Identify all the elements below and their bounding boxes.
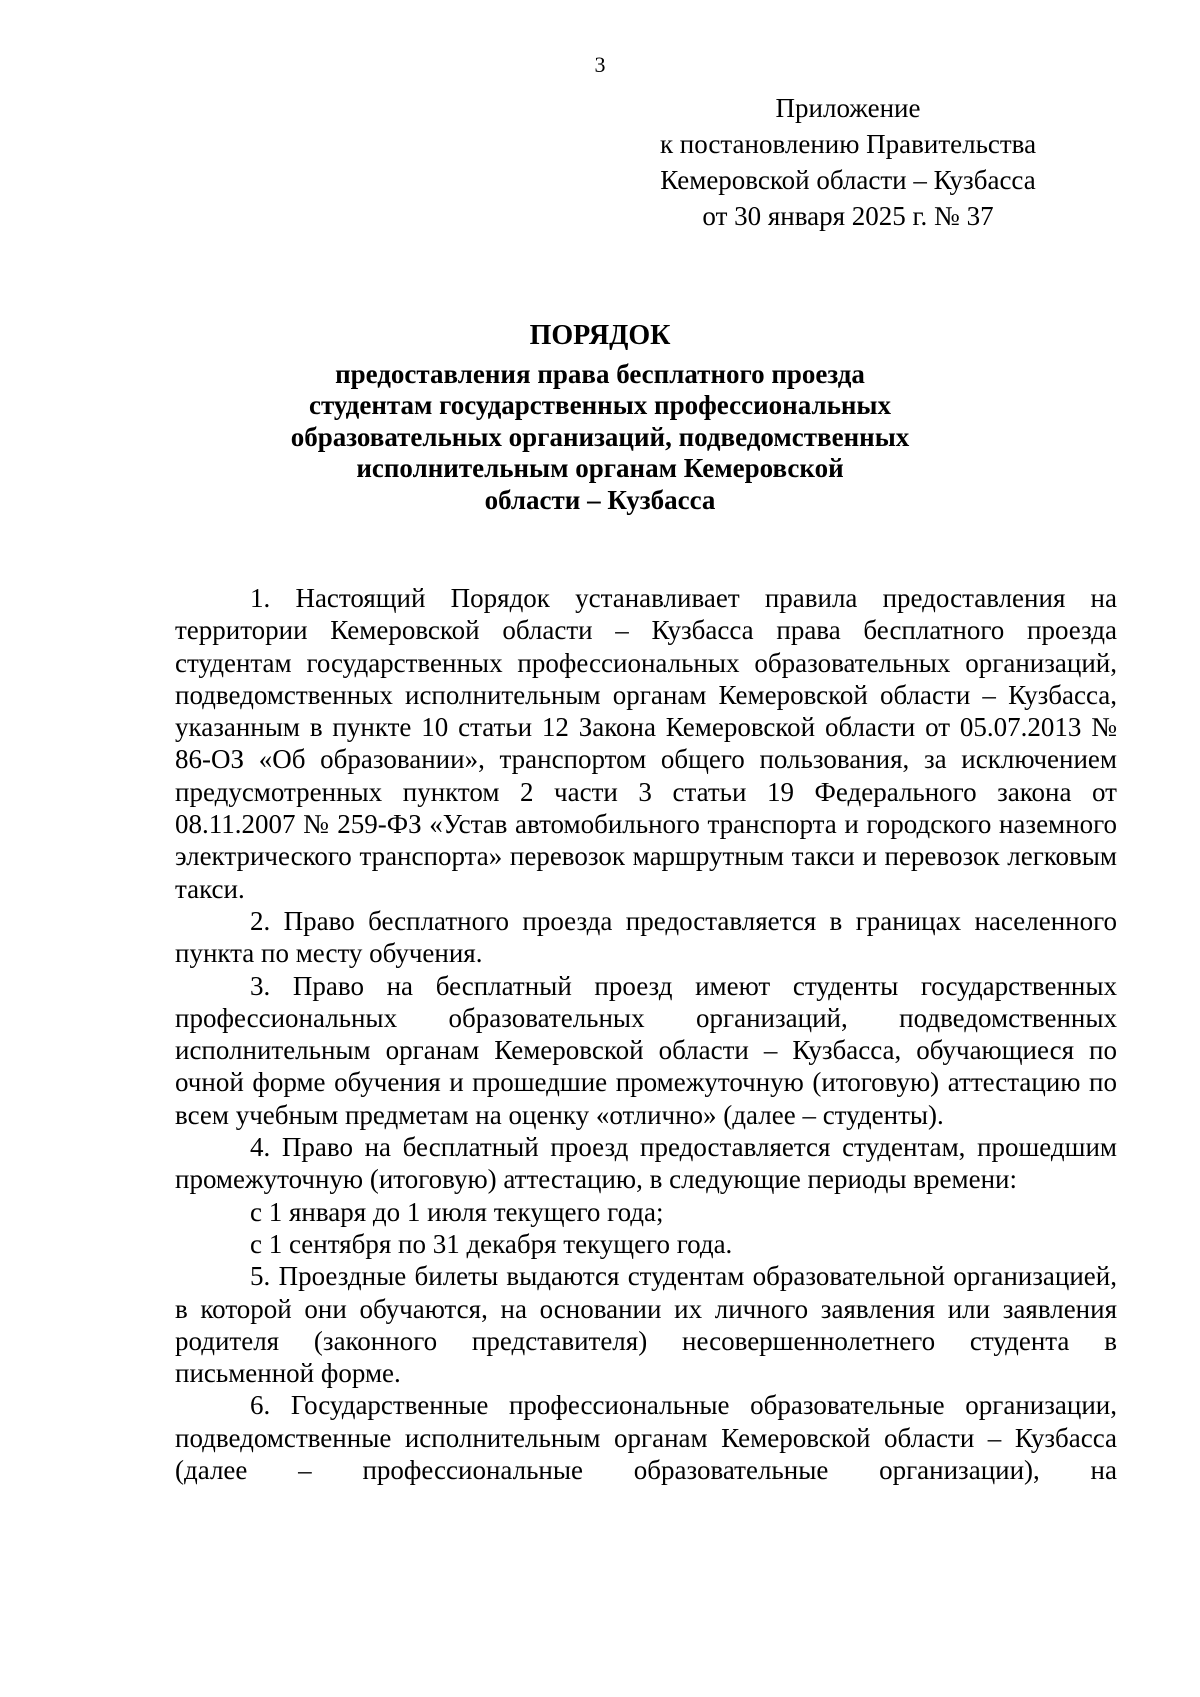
paragraph-3: 3. Право на бесплатный проезд имеют студенты государственных профессиональных образовательных организаций, подведомственных исполнительным органам Кемеровской области – Кузбасса, обучающиеся по очной форме обучения и прошедшие промежуточную (итоговую) аттестацию по всем учебным предметам на оценку «отлично» (далее – студенты).	[175, 970, 1117, 1130]
paragraph-1: 1. Настоящий Порядок устанавливает правила предоставления на территории Кемеровской области – Кузбасса права бесплатного проезда студентам государственных профессиональных образовательных организаций, подведомственных исполнительным органам Кемеровской области – Кузбасса, указанным в пункте 10 статьи 12 Закона Кемеровской области от 05.07.2013 № 86-ОЗ «Об образовании», транспортом общего пользования, за исключением предусмотренных пунктом 2 части 3 статьи 19 Федерального закона от 08.11.2007 № 259-ФЗ «Устав автомобильного транспорта и городского наземного электрического транспорта» перевозок маршрутным такси и перевозок легковым такси.	[175, 583, 1117, 904]
appendix-region: Кемеровской области – Кузбасса	[660, 165, 1036, 195]
page-number: 3	[594, 52, 606, 77]
period-item-2: с 1 сентября по 31 декабря текущего года.	[250, 1228, 733, 1259]
period-item-1: с 1 января до 1 июля текущего года;	[250, 1196, 664, 1227]
title-subline-4: исполнительным органам Кемеровской	[356, 453, 844, 483]
appendix-resolution-ref: к постановлению Правительства	[659, 129, 1037, 159]
paragraph-2: 2. Право бесплатного проезда предоставляется в границах населенного пункта по месту обучения.	[175, 905, 1117, 969]
document-title-block	[0, 320, 1200, 516]
title-subline-2: студентам государственных профессиональных	[308, 390, 892, 420]
appendix-header	[628, 90, 1068, 234]
title-subline-1: предоставления права бесплатного проезда	[335, 358, 865, 389]
document-body	[175, 582, 1117, 1486]
title-subline-3: образовательных организаций, подведомственных	[290, 421, 910, 452]
document-title: ПОРЯДОК	[529, 320, 671, 351]
paragraph-4: 4. Право на бесплатный проезд предоставляется студентам, прошедшим промежуточную (итоговую) аттестацию, в следующие периоды времени:	[175, 1132, 1117, 1195]
appendix-date-number: от 30 января 2025 г. № 37	[702, 201, 994, 231]
paragraph-5: 5. Проездные билеты выдаются студентам образовательной организацией, в которой они обучаются, на основании их личного заявления или заявления родителя (законного представителя) несовершеннолетнего студента в письменной форме.	[175, 1261, 1117, 1389]
paragraph-6: 6. Государственные профессиональные образовательные организации, подведомственные исполнительным органам Кемеровской области – Кузбасса (далее – профессиональные образовательные организации), на	[175, 1390, 1117, 1486]
title-subline-5: области – Кузбасса	[484, 484, 716, 515]
appendix-label: Приложение	[775, 93, 921, 123]
